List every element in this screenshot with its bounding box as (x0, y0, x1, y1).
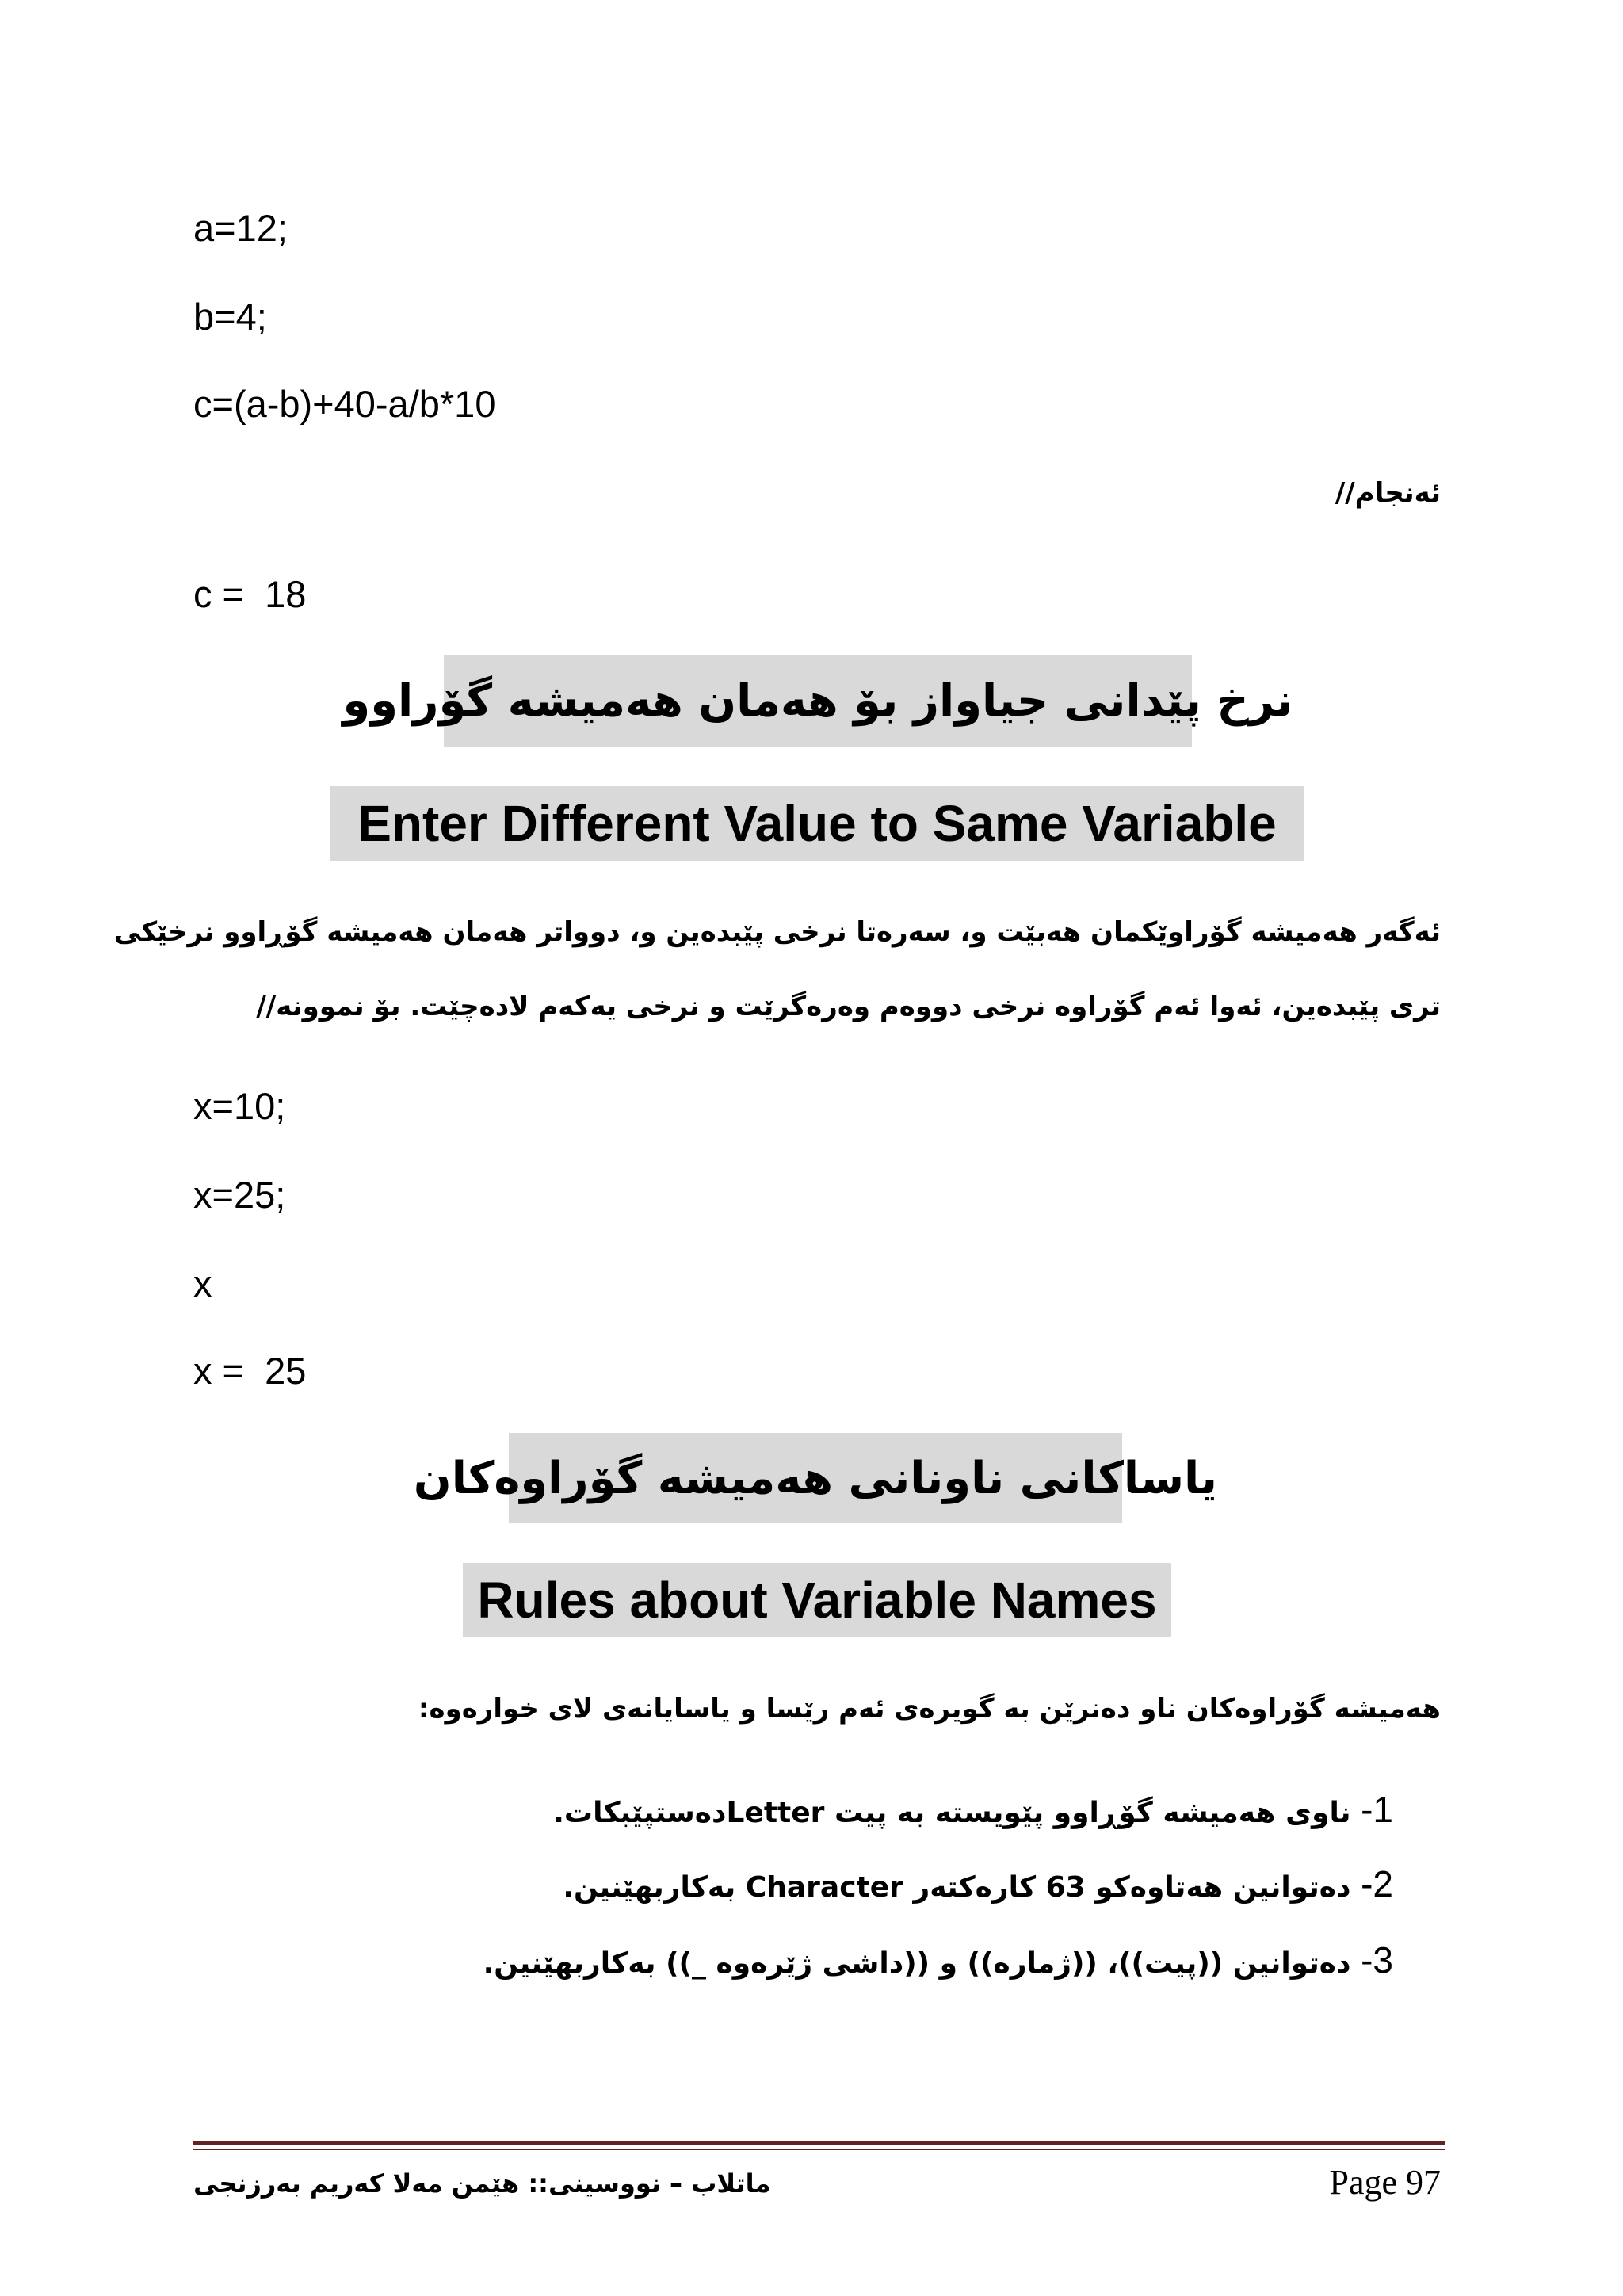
result-x: x = 25 (193, 1350, 307, 1392)
rules-heading-kurdish: یاساکانی ناونانی هەمیشە گۆراوەکان (509, 1433, 1122, 1523)
footer-rule-thin (193, 2149, 1445, 2150)
rule-item-2 (563, 1862, 1393, 1905)
section-heading-kurdish: نرخ پێدانی جیاواز بۆ هەمان هەمیشە گۆراوو (444, 655, 1192, 747)
paragraph-line-2: تری پێبدەین، ئەوا ئەم گۆراوە نرخی دووەم وەرەگرێت و نرخی یەکەم لادەچێت. بۆ نموونە// (256, 991, 1441, 1022)
result-label: ئەنجام// (1335, 477, 1441, 509)
code-line-a: a=12; (193, 207, 288, 249)
rule-number: 2- (1361, 1863, 1393, 1904)
rule-text: دەتوانین ((پیت))، ((ژمارە)) و ((داشی ژێرەوە _)) بەکاربهێنین. (483, 1947, 1351, 1980)
rule-number: 3- (1361, 1939, 1393, 1981)
rule-text: ناوی هەمیشە گۆڕاوو پێویستە بە پیت Letterدەستپێبکات. (553, 1797, 1351, 1829)
page-number: Page 97 (1329, 2163, 1441, 2202)
code-line-b: b=4; (193, 296, 267, 338)
rules-intro: هەمیشە گۆراوەکان ناو دەنرێن بە گویرەی ئەم رێسا و یاسایانەی لای خوارەوە: (418, 1693, 1441, 1725)
rule-text: دەتوانین هەتاوەکو 63 کارەکتەر Character بەکاربهێنین. (563, 1871, 1351, 1904)
paragraph-line-1: ئەگەر هەمیشە گۆراوێکمان هەبێت و، سەرەتا نرخی پێبدەین و، دوواتر هەمان هەمیشە گۆڕاوو نرخێکی (113, 916, 1441, 948)
section-heading-english: Enter Different Value to Same Variable (330, 786, 1304, 861)
rule-item-1 (553, 1788, 1393, 1831)
code-line-x25: x=25; (193, 1174, 286, 1216)
footer-author: ماتلاب – نووسینی:: هێمن مەلا کەریم بەرزنجی (193, 2168, 771, 2199)
rule-number: 1- (1361, 1789, 1393, 1830)
footer-rule-thick (193, 2141, 1445, 2145)
code-line-x10: x=10; (193, 1085, 286, 1127)
rules-heading-english: Rules about Variable Names (463, 1563, 1171, 1637)
result-c: c = 18 (193, 573, 307, 615)
code-line-c: c=(a-b)+40-a/b*10 (193, 383, 496, 425)
code-line-x: x (193, 1263, 212, 1305)
rule-item-3 (483, 1939, 1393, 1981)
